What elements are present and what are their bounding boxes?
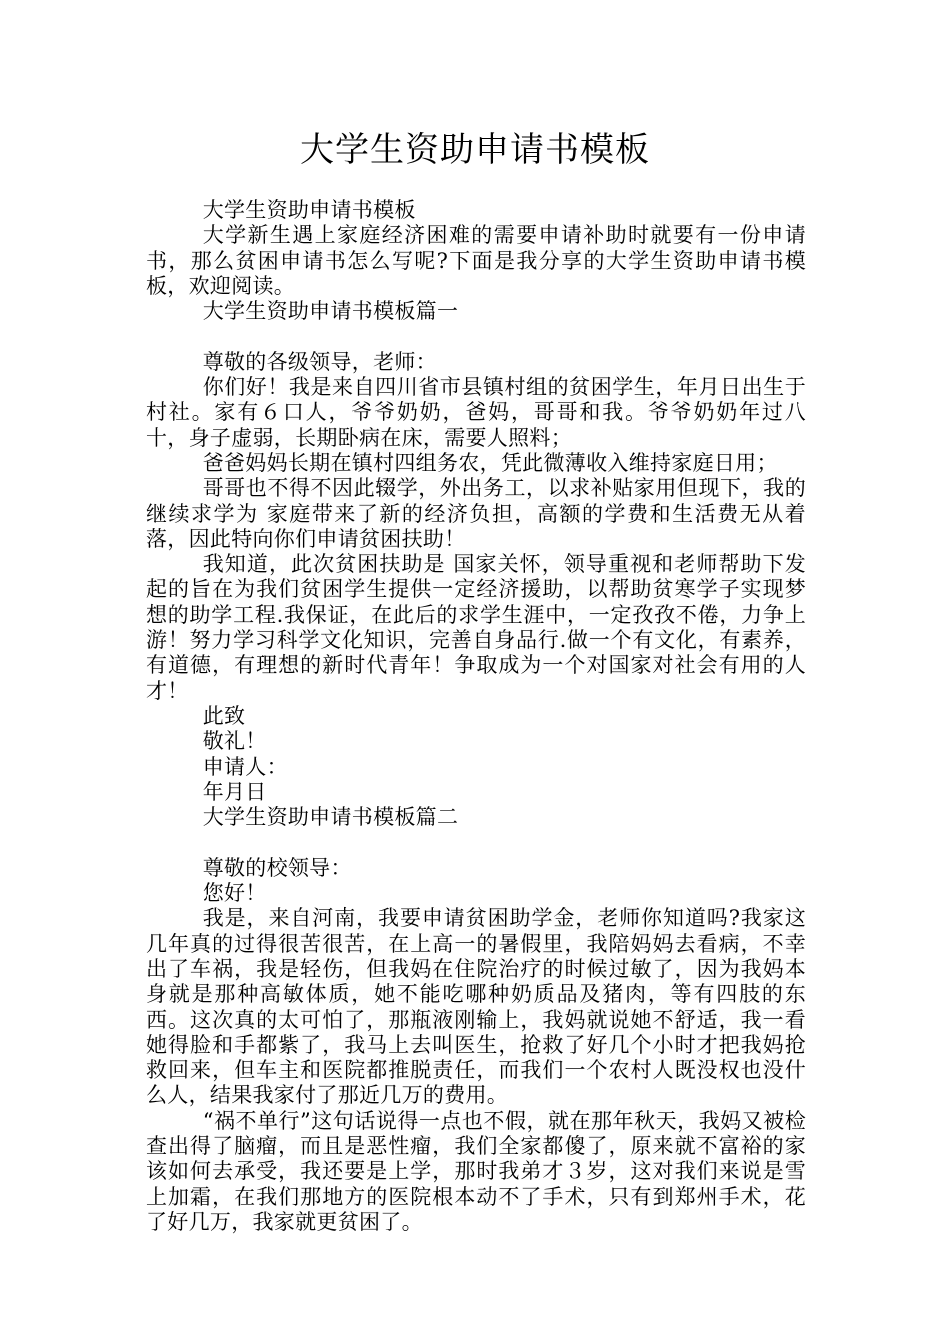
paragraph: 哥哥也不得不因此辍学，外出务工，以求补贴家用但现下，我的继续求学为 家庭带来了新的经济负担，高额的学费和生活费无从着落，因此特向你们申请贫困扶助！ [146, 476, 806, 551]
paragraph: 大学生资助申请书模板 [202, 198, 416, 222]
blank-line [146, 324, 806, 349]
salutation: 尊敬的校领导： [202, 855, 352, 880]
document-body [146, 198, 806, 1235]
paragraph: 我知道，此次贫困扶助是 国家关怀，领导重视和老师帮助下发起的旨在为我们贫困学生提供一定经济援助，以帮助贫寒学子实现梦想的助学工程.我保证，在此后的求学生涯中，一定孜孜不倦，力争上游！努力学习科学文化知识，完善自身品行.做一个有文化，有素养，有道德，有理想的新时代青年！争取成为一个对国家对社会有用的人才！ [146, 552, 806, 703]
closing-line: 此致 [202, 703, 246, 728]
section-heading: 大学生资助申请书模板篇一 [202, 299, 459, 324]
closing-line: 敬礼！ [202, 729, 267, 754]
paragraph: 我是，来自河南，我要申请贫困助学金，老师你知道吗?我家这几年真的过得很苦很苦，在上高一的暑假里，我陪妈妈去看病，不幸出了车祸，我是轻伤，但我妈在住院治疗的时候过敏了，因为我妈本身就是那种高敏体质，她不能吃哪种奶质品及猪肉，等有四肢的东西。这次真的太可怕了，那瓶液刚输上，我妈就说她不舒适，我一看她得脸和手都紫了，我马上去叫医生，抢救了好几个小时才把我妈抢救回来，但车主和医院都推脱责任，而我们一个农村人既没权也没什么人，结果我家付了那近几万的费用。 [146, 906, 806, 1108]
paragraph: 你们好！我是来自四川省市县镇村组的贫困学生，年月日出生于村社。家有６口人，爷爷奶奶，爸妈，哥哥和我。爷爷奶奶年过八十，身子虚弱，长期卧病在床，需要人照料； [146, 375, 806, 450]
signature-line: 申请人： [202, 754, 288, 779]
document-title: 大学生资助申请书模板 [300, 130, 650, 170]
salutation: 尊敬的各级领导，老师： [202, 349, 437, 374]
blank-line [146, 830, 806, 855]
section-heading: 大学生资助申请书模板篇二 [202, 805, 459, 830]
paragraph: 大学新生遇上家庭经济困难的需要申请补助时就要有一份申请书，那么贫困申请书怎么写呢?下面是我分享的大学生资助申请书模板，欢迎阅读。 [146, 223, 806, 298]
paragraph: 爸爸妈妈长期在镇村四组务农，凭此微薄收入维持家庭日用； [202, 450, 778, 475]
date-line: 年月日 [202, 779, 267, 804]
greeting: 您好！ [202, 881, 267, 906]
paragraph: “祸不单行”这句话说得一点也不假，就在那年秋天，我妈又被检查出得了脑瘤，而且是恶性瘤，我们全家都傻了，原来就不富裕的家该如何去承受，我还要是上学，那时我弟才３岁，这对我们来说是雪上加霜，在我们那地方的医院根本动不了手术，只有到郑州手术，花了好几万，我家就更贫困了。 [146, 1108, 806, 1234]
